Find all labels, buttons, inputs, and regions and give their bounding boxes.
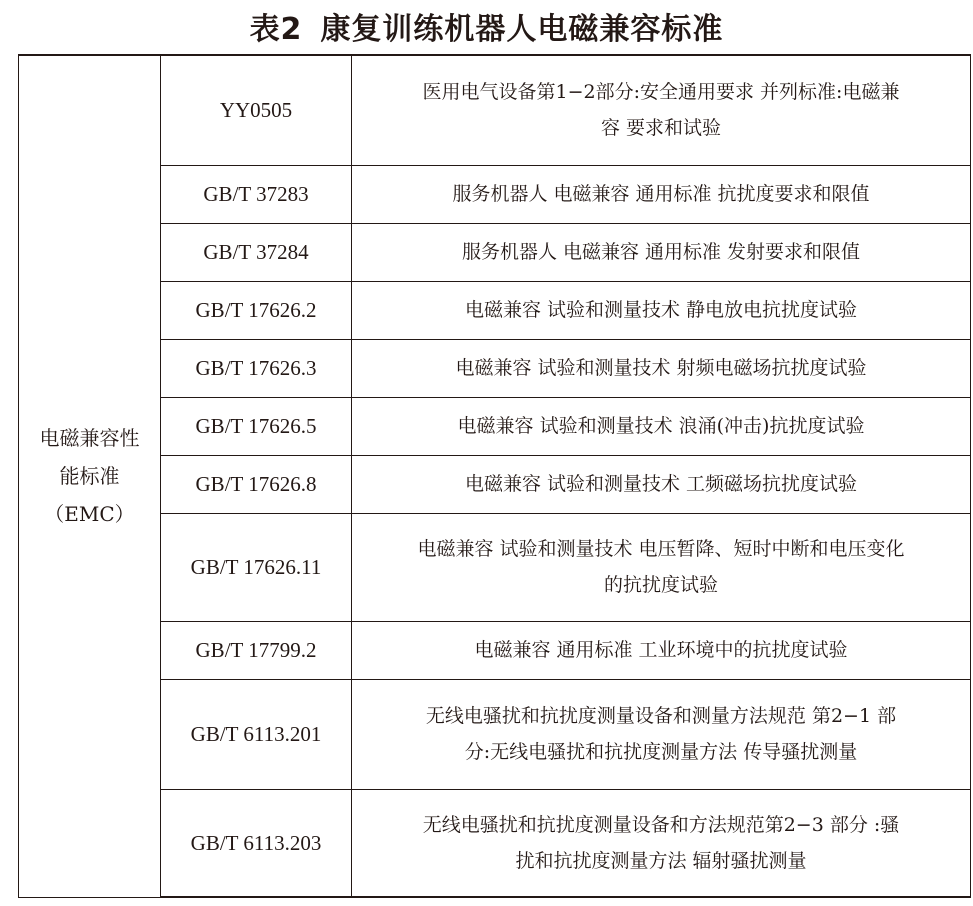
table-row	[19, 397, 971, 455]
standard-code: GB/T 6113.203	[161, 789, 352, 897]
category-cell	[19, 55, 161, 897]
standard-name: 电磁兼容 试验和测量技术 工频磁场抗扰度试验	[352, 455, 971, 513]
table-number: 表2	[249, 12, 303, 47]
standard-name	[352, 513, 971, 621]
table-title-text: 康复训练机器人电磁兼容标准	[320, 12, 724, 47]
standard-name	[352, 679, 971, 789]
table-row	[19, 165, 971, 223]
standard-code: GB/T 6113.201	[161, 679, 352, 789]
category-line: （EMC）	[44, 502, 135, 527]
standard-name-line: 扰和抗扰度测量方法 辐射骚扰测量	[515, 849, 807, 872]
standard-name: 电磁兼容 通用标准 工业环境中的抗扰度试验	[352, 621, 971, 679]
standard-code: GB/T 17799.2	[161, 621, 352, 679]
standard-name: 电磁兼容 试验和测量技术 射频电磁场抗扰度试验	[352, 339, 971, 397]
standard-code: GB/T 17626.5	[161, 397, 352, 455]
standard-name: 电磁兼容 试验和测量技术 静电放电抗扰度试验	[352, 281, 971, 339]
table-row	[19, 513, 971, 621]
table-row	[19, 55, 971, 165]
category-line: 能标准	[59, 464, 120, 489]
table-row	[19, 455, 971, 513]
standard-name-line: 医用电气设备第1−2部分:安全通用要求 并列标准:电磁兼	[422, 81, 900, 104]
standard-name-line: 的抗扰度试验	[603, 574, 718, 596]
standard-code: YY0505	[161, 55, 352, 165]
table-row	[19, 621, 971, 679]
table-row	[19, 281, 971, 339]
table-title	[0, 0, 973, 52]
standard-name-line: 分:无线电骚扰和抗扰度测量方法 传导骚扰测量	[464, 741, 858, 763]
standard-code: GB/T 17626.3	[161, 339, 352, 397]
standard-name: 服务机器人 电磁兼容 通用标准 发射要求和限值	[352, 223, 971, 281]
table-row	[19, 223, 971, 281]
standard-name: 电磁兼容 试验和测量技术 浪涌(冲击)抗扰度试验	[352, 397, 971, 455]
category-line: 电磁兼容性	[39, 426, 140, 451]
standard-name	[352, 55, 971, 165]
standard-code: GB/T 17626.2	[161, 281, 352, 339]
table-row	[19, 339, 971, 397]
table-row	[19, 679, 971, 789]
standard-code: GB/T 37283	[161, 165, 352, 223]
standard-name: 服务机器人 电磁兼容 通用标准 抗扰度要求和限值	[352, 165, 971, 223]
standard-name-line: 无线电骚扰和抗扰度测量设备和测量方法规范 第2−1 部	[425, 705, 897, 727]
standard-name-line: 电磁兼容 试验和测量技术 电压暂降、短时中断和电压变化	[417, 538, 905, 560]
standard-code: GB/T 17626.8	[161, 455, 352, 513]
table-row	[19, 789, 971, 897]
emc-standards-table	[18, 54, 971, 898]
standard-name	[352, 789, 971, 897]
standard-code: GB/T 17626.11	[161, 513, 352, 621]
standard-name-line: 无线电骚扰和抗扰度测量设备和方法规范第2−3 部分 :骚	[422, 813, 900, 836]
standard-name-line: 容 要求和试验	[600, 117, 722, 140]
standard-code: GB/T 37284	[161, 223, 352, 281]
